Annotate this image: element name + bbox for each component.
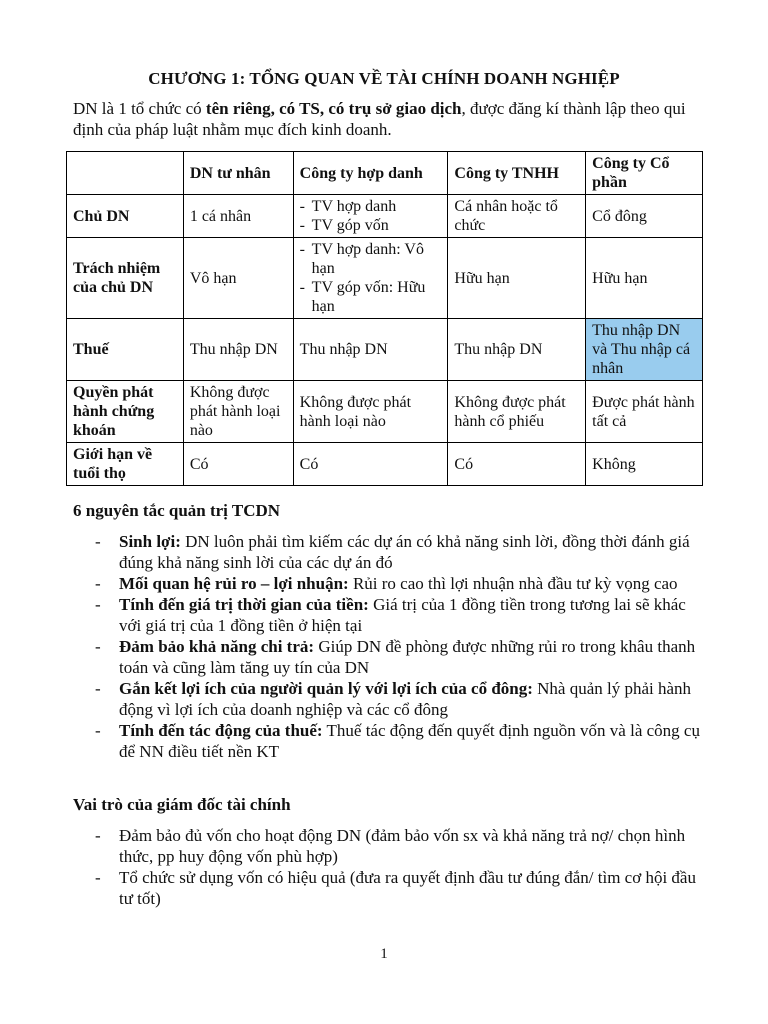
chapter-title: CHƯƠNG 1: TỔNG QUAN VỀ TÀI CHÍNH DOANH NGHIỆP (148, 69, 620, 88)
item-bold: Đảm bảo khả năng chi trả: (119, 637, 315, 656)
row-label: Thuế (67, 319, 184, 381)
list-item: - Đảm bảo đủ vốn cho hoạt động DN (đảm bảo vốn sx và khả năng trả nợ/ chọn hình thức, pp huy động vốn phù hợp) (95, 826, 686, 866)
row-label: Trách nhiệm của chủ DN (67, 238, 184, 319)
table-row (67, 319, 703, 381)
table-cell: Có (293, 443, 448, 486)
table-cell: Không (586, 443, 703, 486)
highlighted-cell: Thu nhập DN và Thu nhập cá nhân (586, 319, 703, 381)
comparison-table (66, 151, 703, 486)
row-label: Quyền phát hành chứng khoán (67, 381, 184, 443)
header-cell-sole-proprietorship: DN tư nhân (183, 152, 293, 195)
header-cell-empty (67, 152, 184, 195)
item-bold: Mối quan hệ rủi ro – lợi nhuận: (119, 574, 349, 593)
intro-bold-text: tên riêng, có TS, có trụ sở giao dịch (205, 99, 462, 118)
cell-dash-list (300, 240, 442, 316)
item-text: DN luôn phải tìm kiếm các dự án có khả năng sinh lời, đồng thời đánh giá đúng khả năng sinh lời của các dự án đó (119, 532, 690, 572)
cell-dash-list (300, 197, 442, 235)
item-text: Giá trị của 1 đồng tiền trong tương lai sẽ khác với giá trị của 1 đồng tiền ở hiện tại (119, 595, 686, 635)
list-item: - Gắn kết lợi ích của người quản lý với lợi ích của cổ đông: Nhà quản lý phải hành động vì lợi ích của doanh nghiệp và các cổ đông (95, 679, 692, 719)
table-cell (293, 238, 448, 319)
item-bold: Tính đến tác động của thuế: (119, 721, 323, 740)
list-item: - Đảm bảo khả năng chi trả: Giúp DN đề phòng được những rủi ro trong khâu thanh toán và cũng làm tăng uy tín của DN (95, 637, 696, 677)
table-cell (293, 195, 448, 238)
item-bold: Tính đến giá trị thời gian của tiền: (119, 595, 369, 614)
item-text: Rủi ro cao thì lợi nhuận nhà đầu tư kỳ vọng cao (348, 574, 678, 593)
table-cell: Thu nhập DN (293, 319, 448, 381)
table-cell: Hữu hạn (448, 238, 586, 319)
list-item: - Tính đến giá trị thời gian của tiền: Giá trị của 1 đồng tiền trong tương lai sẽ khác với giá trị của 1 đồng tiền ở hiện tại (95, 595, 686, 635)
list-item: - TV góp vốn: Hữu hạn (300, 278, 442, 316)
table-cell: Có (448, 443, 586, 486)
list-item: - Tổ chức sử dụng vốn có hiệu quả (đưa ra quyết định đầu tư đúng đắn/ tìm cơ hội đầu tư tốt) (95, 868, 696, 908)
table-cell: Có (183, 443, 293, 486)
table-cell: Không được phát hành loại nào (183, 381, 293, 443)
section-heading: Vai trò của giám đốc tài chính (73, 795, 291, 814)
table-row (67, 443, 703, 486)
header-cell-partnership: Công ty hợp danh (293, 152, 448, 195)
list-item: - TV hợp danh (300, 197, 442, 216)
table-cell: Hữu hạn (586, 238, 703, 319)
principles-list (73, 531, 703, 762)
item-bold: Sinh lợi: (119, 532, 181, 551)
table-cell: Thu nhập DN (448, 319, 586, 381)
row-label: Chủ DN (67, 195, 184, 238)
table-cell: Không được phát hành loại nào (293, 381, 448, 443)
item-text: Giúp DN đề phòng được những rủi ro trong khâu thanh toán và cũng làm tăng uy tín của DN (119, 637, 696, 677)
cfo-role-list (73, 825, 703, 909)
table-cell: Được phát hành tất cả (586, 381, 703, 443)
table-row (67, 381, 703, 443)
page-number: 1 (380, 946, 388, 962)
list-item: - TV hợp danh: Vô hạn (300, 240, 442, 278)
cfo-role-section (73, 794, 703, 909)
list-item: - Mối quan hệ rủi ro – lợi nhuận: Rủi ro cao thì lợi nhuận nhà đầu tư kỳ vọng cao (95, 574, 678, 593)
list-item: - Sinh lợi: DN luôn phải tìm kiếm các dự án có khả năng sinh lời, đồng thời đánh giá đúng khả năng sinh lời của các dự án đó (95, 532, 690, 572)
intro-paragraph (73, 98, 703, 140)
header-cell-llc: Công ty TNHH (448, 152, 586, 195)
row-label: Giới hạn về tuổi thọ (67, 443, 184, 486)
table-row (67, 195, 703, 238)
list-item: - Tính đến tác động của thuế: Thuế tác động đến quyết định nguồn vốn và là công cụ để NN điều tiết nền KT (95, 721, 700, 761)
table-cell: Thu nhập DN (183, 319, 293, 381)
table-cell: Vô hạn (183, 238, 293, 319)
section-heading: 6 nguyên tắc quản trị TCDN (73, 501, 281, 520)
table-row (67, 238, 703, 319)
table-header-row (67, 152, 703, 195)
principles-section (73, 500, 703, 762)
item-text: Tổ chức sử dụng vốn có hiệu quả (đưa ra quyết định đầu tư đúng đắn/ tìm cơ hội đầu tư tốt) (119, 868, 696, 908)
item-text: Thuế tác động đến quyết định nguồn vốn và là công cụ để NN điều tiết nền KT (119, 721, 700, 761)
intro-text-1: DN là 1 tổ chức có (73, 99, 206, 118)
table-cell: 1 cá nhân (183, 195, 293, 238)
item-bold: Gắn kết lợi ích của người quản lý với lợi ích của cổ đông: (119, 679, 533, 698)
list-item: - TV góp vốn (300, 216, 442, 235)
header-cell-joint-stock: Công ty Cổ phần (586, 152, 703, 195)
table-cell: Cổ đông (586, 195, 703, 238)
table-cell: Cá nhân hoặc tổ chức (448, 195, 586, 238)
table-cell: Không được phát hành cổ phiếu (448, 381, 586, 443)
item-text: Nhà quản lý phải hành động vì lợi ích của doanh nghiệp và các cổ đông (119, 679, 692, 719)
intro-text-2: , được đăng kí thành lập theo qui định của pháp luật nhằm mục đích kinh doanh. (73, 99, 686, 139)
item-text: Đảm bảo đủ vốn cho hoạt động DN (đảm bảo vốn sx và khả năng trả nợ/ chọn hình thức, pp huy động vốn phù hợp) (119, 826, 686, 866)
